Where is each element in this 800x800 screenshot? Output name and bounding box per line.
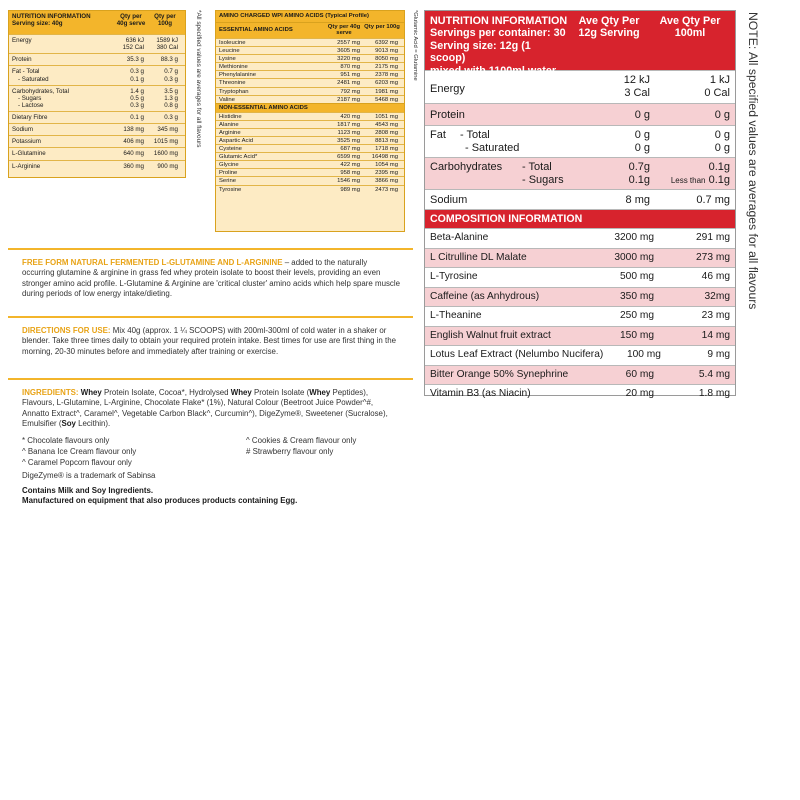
left-nutrient-per100: 345 mg [157,126,178,134]
composition-row [425,326,735,346]
amino-per100: 6203 mg [375,80,398,87]
left-nutrient-label [12,56,114,63]
left-side-note: *All specified values are averages for all flavours [195,10,202,148]
directions-body: Mix 40g (approx. 1 ¼ SCOOPS) with 200ml-300ml of cold water in a shaker or blender. Take three times daily to obtain your required protein intake. Best times for use are first thing in the morning, 20-30 minutes before and immediately after training or exercise. [22,326,396,356]
amino-name: Histidine [219,113,242,120]
amino-row [216,176,404,184]
left-nutrient-label-line: - Lactose [18,101,44,109]
amino-nonessential-header: NON-ESSENTIAL AMINO ACIDS [216,103,404,112]
amino-per100: 8050 mg [375,56,398,63]
composition-row [425,248,735,268]
left-nutrition-title: NUTRITION INFORMATION [12,13,91,20]
amino-row [216,62,404,70]
amino-name: Glutamic Acid* [219,154,258,161]
left-nutrient-label-line: Carbohydrates, Total [12,87,69,95]
composition-row [425,267,735,287]
amino-col-100g: Qty per 100g [364,24,400,30]
composition-per100: 291 mg [696,232,730,243]
fat-label: Fat [430,129,446,141]
ingredients-lead: INGREDIENTS: [22,388,79,397]
composition-serve: 500 mg [620,271,654,282]
amino-row [216,78,404,86]
left-nutrient-serve: 0.1 g [130,114,144,121]
directions-paragraph [22,326,400,357]
left-nutrient-per100: 1600 mg [153,150,178,158]
footnote-strawberry: # Strawberry flavour only [246,447,334,456]
left-nutrient-label [12,163,114,170]
amino-per100: 5468 mg [375,96,398,103]
ing-text: Peptides), Flavours, L-Glutamine, L-Arginine, Chocolate Flake* (1%), Natural Colour (Beetroot Juice Powder^#, Annatto Extract^, Caramel^, Vegetable Carbon Black^, Curcumin^), DigeZyme®, Sweetener (Sucralose), Emulsifier ( [22,388,388,428]
left-nutrient-per100: 3.5 g 1.3 g 0.8 g [164,87,178,109]
left-nutrient-serve: 360 mg [123,162,144,170]
composition-row [425,228,735,248]
ingredients-paragraph [22,388,400,429]
composition-name: English Walnut fruit extract [430,329,551,341]
ing-allergen: Soy [61,418,76,428]
trademark-note: DigeZyme® is a trademark of Sabinsa [22,471,156,480]
panel-header [425,11,735,77]
left-nutrient-serve: 636 kJ 152 Cal [122,37,144,52]
amino-per100: 2473 mg [375,186,398,193]
amino-row [216,38,404,46]
sodium-serve: 8 mg [625,193,650,206]
amino-serve: 687 mg [340,146,360,153]
amino-serve: 3605 mg [337,48,360,55]
amino-name: Aspartic Acid [219,138,254,144]
left-nutrient-label-line: Fat - Total [12,68,40,76]
composition-per100: 23 mg [701,310,730,321]
amino-name: Serine [219,178,237,185]
left-nutrient-label [12,150,114,157]
left-nutrient-per100: 1589 kJ 380 Cal [156,37,178,52]
amino-serve: 951 mg [340,72,360,79]
sodium-label: Sodium [430,193,468,206]
amino-row [216,46,404,54]
left-nutrient-label-line: Dietary Fibre [12,114,48,121]
amino-per100: 1981 mg [375,88,398,95]
amino-name: Arginine [219,129,241,136]
amino-per100: 9013 mg [375,48,398,55]
amino-per100: 1718 mg [375,146,398,153]
protein-per100: 0 g [714,108,730,121]
amino-name: Methionine [219,64,248,71]
amino-per100: 2808 mg [375,129,398,136]
left-nutrient-serve: 640 mg [123,150,144,158]
left-nutrition-table [8,10,186,178]
composition-per100: 5.4 mg [698,368,730,380]
carbs-total-label: - Total [522,161,552,173]
amino-row [216,152,404,160]
left-nutrient-label-line: - Saturated [18,75,49,83]
composition-name: Vitamin B3 (as Niacin) [430,388,531,399]
amino-row [216,168,404,176]
left-nutrient-serve: 0.3 g 0.1 g [130,68,144,83]
amino-row [216,112,404,120]
footnote-cookies: ^ Cookies & Cream flavour only [246,436,357,445]
amino-serve: 3525 mg [337,138,360,144]
left-nutrient-per100: 0.7 g 0.3 g [164,68,178,83]
amino-name: Lysine [219,56,236,63]
panel-col-serving: Ave Qty Per 12g Serving [578,15,640,40]
left-nutrient-label-line: - Sugars [18,94,42,102]
ing-text: Protein Isolate, Cocoa*, Hydrolysed [101,388,231,397]
left-nutrient-label-line: Protein [12,56,32,64]
carbs-total-per100: 0.1g [708,161,730,173]
sodium-row [425,189,735,209]
left-nutrition-row [9,34,185,53]
amino-row [216,120,404,128]
amino-serve: 2187 mg [337,96,360,103]
freeform-paragraph [22,258,400,299]
left-nutrition-header [9,11,185,34]
amino-row [216,95,404,103]
composition-serve: 3200 mg [614,232,654,243]
amino-row [216,136,404,144]
left-nutrient-per100: 0.3 g [164,114,178,121]
amino-acid-table [215,10,405,232]
composition-per100: 14 mg [701,329,730,341]
fat-per100: 0 g 0 g [714,129,730,154]
ing-text: Lecithin). [75,418,111,428]
divider [8,248,413,250]
amino-per100: 4543 mg [375,121,398,128]
amino-title: AMINO CHARGED WPI AMINO ACIDS (Typical Profile) [216,11,404,22]
amino-name: Alanine [219,121,239,128]
left-nutrient-label-line: L-Arginine [12,162,41,170]
right-side-note: NOTE: All specified values are averages for all flavours [746,12,760,310]
left-nutrient-serve: 1.4 g 0.5 g 0.3 g [130,87,144,109]
composition-per100: 273 mg [696,251,730,263]
composition-serve: 250 mg [620,310,654,321]
amino-col-serve: Qty per 40g serve [327,24,361,37]
amino-row [216,160,404,168]
composition-name: L Citrulline DL Malate [430,251,527,263]
amino-footnote: *Glutamic Acid = Glutamine [412,10,418,81]
right-nutrition-panel [424,10,736,399]
left-nutrient-serve: 406 mg [123,138,144,146]
amino-row [216,128,404,136]
amino-per100: 6392 mg [375,39,398,46]
composition-row [425,306,735,326]
amino-per100: 1051 mg [375,113,398,120]
left-nutrient-label [12,37,114,51]
amino-row [216,87,404,95]
amino-serve: 1817 mg [337,121,360,128]
composition-per100: 46 mg [701,271,730,282]
amino-per100: 8813 mg [375,138,398,144]
carbs-serve: 0.7g 0.1g [628,161,650,186]
composition-row [425,287,735,307]
composition-serve: 3000 mg [614,251,654,263]
panel-serving-size: Serving size: 12g (1 scoop) [430,39,531,65]
left-nutrition-row [9,123,185,135]
fat-saturated-label: - Saturated [465,141,520,154]
amino-name: Leucine [219,48,240,55]
left-nutrient-label [12,126,114,133]
amino-name: Proline [219,170,238,177]
essential-label: ESSENTIAL AMINO ACIDS [219,27,293,33]
freeform-body: – added to the naturally occurring glutamine & arginine in grass fed whey protein isolate to boost their levels, providing an even stronger amino acid profile. L-Glutamine & Arginine are 'critical cluster' amino acids which help spare muscle during periods of low energy intake/dieting. [22,258,400,298]
composition-name: Caffeine (as Anhydrous) [430,290,540,302]
amino-per100: 2378 mg [375,72,398,79]
composition-name: L-Tyrosine [430,271,478,282]
left-serving-size: Serving size: 40g [12,20,63,28]
divider [8,378,413,380]
less-than-label: Less than [670,175,706,185]
footnote-banana: ^ Banana Ice Cream flavour only [22,447,137,456]
amino-name: Glycine [219,162,239,169]
left-nutrition-row [9,135,185,147]
amino-per100: 2395 mg [375,170,398,177]
amino-row [216,54,404,62]
amino-serve: 420 mg [340,113,360,120]
ing-allergen: Whey [309,388,331,397]
amino-row [216,185,404,193]
ing-allergen: Whey [230,388,252,397]
composition-name: Lotus Leaf Extract (Nelumbo Nucifera) [430,349,604,360]
composition-per100: 1.8 mg [698,388,730,399]
composition-row [425,345,735,365]
left-nutrient-label-line: Potassium [12,138,41,146]
left-nutrition-row [9,85,185,111]
left-nutrient-label [12,138,114,145]
amino-name: Isoleucine [219,39,246,46]
left-nutrient-serve: 138 mg [123,126,144,134]
energy-label: Energy [430,82,465,95]
protein-label: Protein [430,108,465,121]
fat-total-label: - Total [460,129,490,141]
amino-serve: 989 mg [340,186,360,193]
left-nutrient-label-line: Energy [12,37,32,44]
composition-name: L-Theanine [430,310,482,321]
ing-allergen: Whey [78,388,102,397]
amino-per100: 3866 mg [375,178,398,185]
directions-lead: DIRECTIONS FOR USE: [22,326,111,335]
left-nutrient-serve: 35.3 g [126,56,144,64]
composition-header: COMPOSITION INFORMATION [425,209,735,228]
composition-per100: 9 mg [707,349,730,360]
amino-name: Tyrosine [219,186,242,193]
amino-per100: 2175 mg [375,64,398,71]
carbs-row [425,157,735,189]
divider [8,316,413,318]
left-nutrient-per100: 900 mg [157,162,178,170]
amino-serve: 870 mg [340,64,360,71]
energy-row [425,70,735,103]
panel-servings: Servings per container: 30 [430,27,566,40]
amino-serve: 1546 mg [337,178,360,185]
left-nutrition-row [9,53,185,65]
footnote-caramel: ^ Caramel Popcorn flavour only [22,458,132,467]
amino-name: Valine [219,96,235,103]
left-nutrition-row [9,65,185,84]
composition-row [425,365,735,385]
panel-title: NUTRITION INFORMATION [430,15,568,27]
freeform-lead: FREE FORM NATURAL FERMENTED L-GLUTAMINE AND L-ARGININE [22,258,283,267]
left-nutrient-label [12,114,114,121]
amino-row [216,70,404,78]
amino-serve: 2557 mg [337,39,360,46]
composition-serve: 20 mg [625,388,654,399]
fat-serve: 0 g 0 g [634,129,650,154]
amino-name: Threonine [219,80,246,87]
left-nutrient-label [12,68,114,82]
composition-name: Beta-Alanine [430,232,489,243]
amino-name: Cysteine [219,146,242,153]
left-nutrient-label [12,88,114,109]
ing-text: Protein Isolate ( [251,388,310,397]
composition-serve: 60 mg [625,368,654,380]
composition-row [425,384,735,404]
left-nutrition-row [9,147,185,159]
energy-per100: 1 kJ 0 Cal [704,74,730,99]
contains-egg: Manufactured on equipment that also produces products containing Egg. [22,496,298,506]
left-nutrient-per100: 88.3 g [160,56,178,64]
amino-name: Tryptophan [219,88,249,95]
panel-mixing: mixed with 1100ml water [430,64,557,77]
protein-row [425,103,735,125]
protein-serve: 0 g [634,108,650,121]
left-col-100g: Qty per 100g [154,13,176,28]
fat-row [425,125,735,157]
carbs-sugars-label: - Sugars [522,173,564,186]
sodium-per100: 0.7 mg [696,193,730,206]
left-nutrient-label-line: Sodium [12,126,33,134]
amino-serve: 422 mg [340,162,360,169]
amino-name: Phenylalanine [219,72,257,79]
amino-per100: 1054 mg [375,162,398,169]
amino-serve: 6599 mg [337,154,360,161]
left-nutrition-row [9,111,185,123]
energy-serve: 12 kJ 3 Cal [623,74,650,99]
composition-name: Bitter Orange 50% Synephrine [430,368,569,380]
contains-milk-soy: Contains Milk and Soy Ingredients. [22,486,154,495]
amino-serve: 792 mg [340,88,360,95]
allergen-statement [22,486,297,507]
composition-serve: 150 mg [620,329,654,341]
amino-serve: 2481 mg [337,80,360,87]
carbs-sugars-per100: 0.1g [708,173,730,186]
amino-row [216,144,404,152]
amino-per100: 16498 mg [371,154,398,161]
amino-essential-header [216,22,404,38]
left-nutrient-per100: 1015 mg [153,138,178,146]
composition-serve: 350 mg [620,290,654,302]
panel-col-100ml: Ave Qty Per 100ml [659,15,721,40]
amino-serve: 1123 mg [337,129,360,136]
left-col-serve: Qty per 40g serve [116,13,146,28]
left-nutrient-label-line: L-Glutamine [12,150,46,158]
amino-serve: 3220 mg [337,56,360,63]
footnote-chocolate: * Chocolate flavours only [22,436,110,445]
composition-per100: 32mg [704,290,730,302]
carbs-label: Carbohydrates [430,161,503,173]
amino-serve: 958 mg [340,170,360,177]
left-nutrition-row [9,160,185,172]
composition-serve: 100 mg [626,349,661,360]
